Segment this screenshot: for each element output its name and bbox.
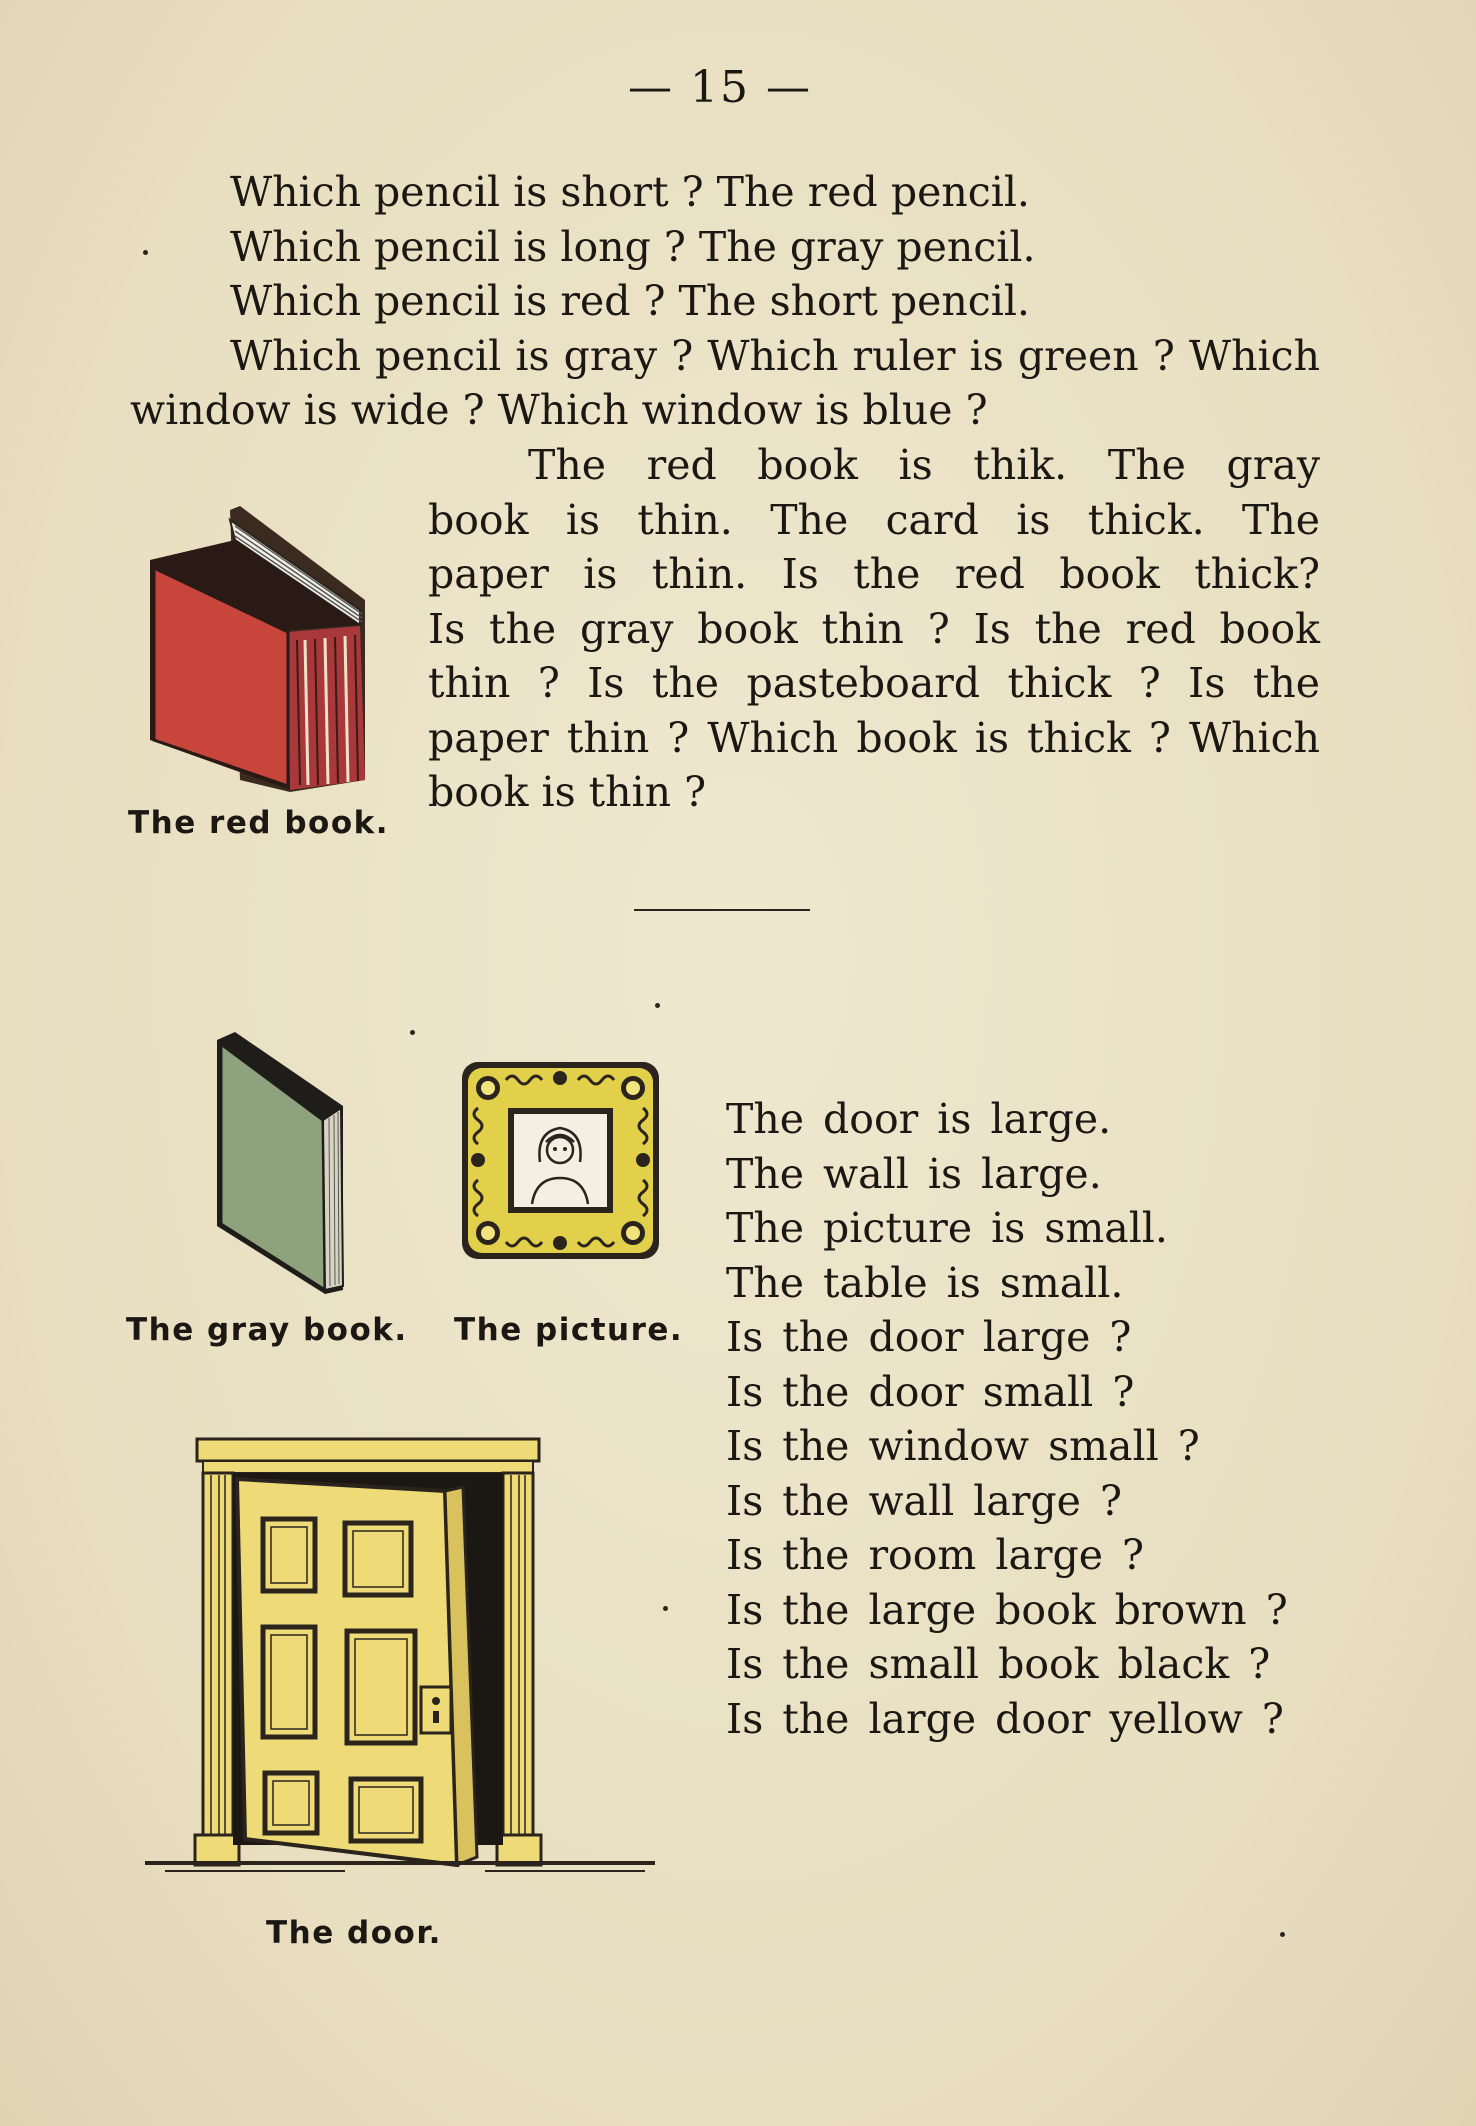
- book-paragraph: [428, 438, 1320, 820]
- question-line: Is the wall large ?: [726, 1476, 1122, 1525]
- print-speck: [410, 1030, 415, 1035]
- question-line: Is the small book black ?: [726, 1640, 1271, 1688]
- gray-book-illustration: [205, 1028, 355, 1298]
- book-line: paper thin ? Which book is thick ? Which: [428, 713, 1320, 762]
- questions-list: [726, 1092, 1288, 1746]
- question-line: The wall is large.: [726, 1149, 1102, 1198]
- book-line: thin ? Is the pasteboard thick ? Is the: [428, 659, 1320, 707]
- print-speck: [655, 1003, 660, 1008]
- question-line: Is the large book brown ?: [726, 1585, 1288, 1634]
- question-line: Is the room large ?: [726, 1531, 1145, 1579]
- book-line: book is thin. The card is thick. The: [428, 495, 1320, 544]
- book-line: paper is thin. Is the red book thick?: [428, 550, 1320, 598]
- print-speck: [1280, 1932, 1285, 1937]
- intro-line: Which pencil is long ? The gray pencil.: [230, 222, 1036, 271]
- intro-line: Which pencil is gray ? Which ruler is green ? Which: [230, 331, 1320, 380]
- red-book-illustration: [140, 500, 375, 800]
- picture-caption: The picture.: [454, 1312, 684, 1348]
- intro-line: Which pencil is red ? The short pencil.: [230, 277, 1030, 325]
- picture-illustration: [458, 1058, 663, 1263]
- gray-book-caption: The gray book.: [126, 1312, 408, 1348]
- question-line: The table is small.: [726, 1258, 1124, 1307]
- print-speck: [663, 1606, 668, 1611]
- question-line: The picture is small.: [726, 1204, 1168, 1252]
- intro-line: Which pencil is short ? The red pencil.: [230, 168, 1030, 216]
- book-line: Is the gray book thin ? Is the red book: [428, 604, 1320, 653]
- intro-paragraph: [130, 165, 1320, 438]
- print-speck: [143, 250, 148, 255]
- question-line: The door is large.: [726, 1095, 1112, 1143]
- question-line: Is the door small ?: [726, 1367, 1135, 1416]
- book-line: The red book is thik. The gray: [528, 441, 1320, 489]
- intro-line: window is wide ? Which window is blue ?: [130, 386, 988, 434]
- door-illustration: [145, 1435, 665, 1895]
- section-divider: [634, 909, 810, 911]
- question-line: Is the window small ?: [726, 1422, 1200, 1470]
- book-line: book is thin ?: [428, 768, 707, 816]
- door-caption: The door.: [266, 1915, 442, 1951]
- question-line: Is the door large ?: [726, 1313, 1132, 1361]
- page-number: — 15 —: [628, 62, 812, 113]
- red-book-caption: The red book.: [128, 805, 390, 841]
- question-line: Is the large door yellow ?: [726, 1694, 1284, 1743]
